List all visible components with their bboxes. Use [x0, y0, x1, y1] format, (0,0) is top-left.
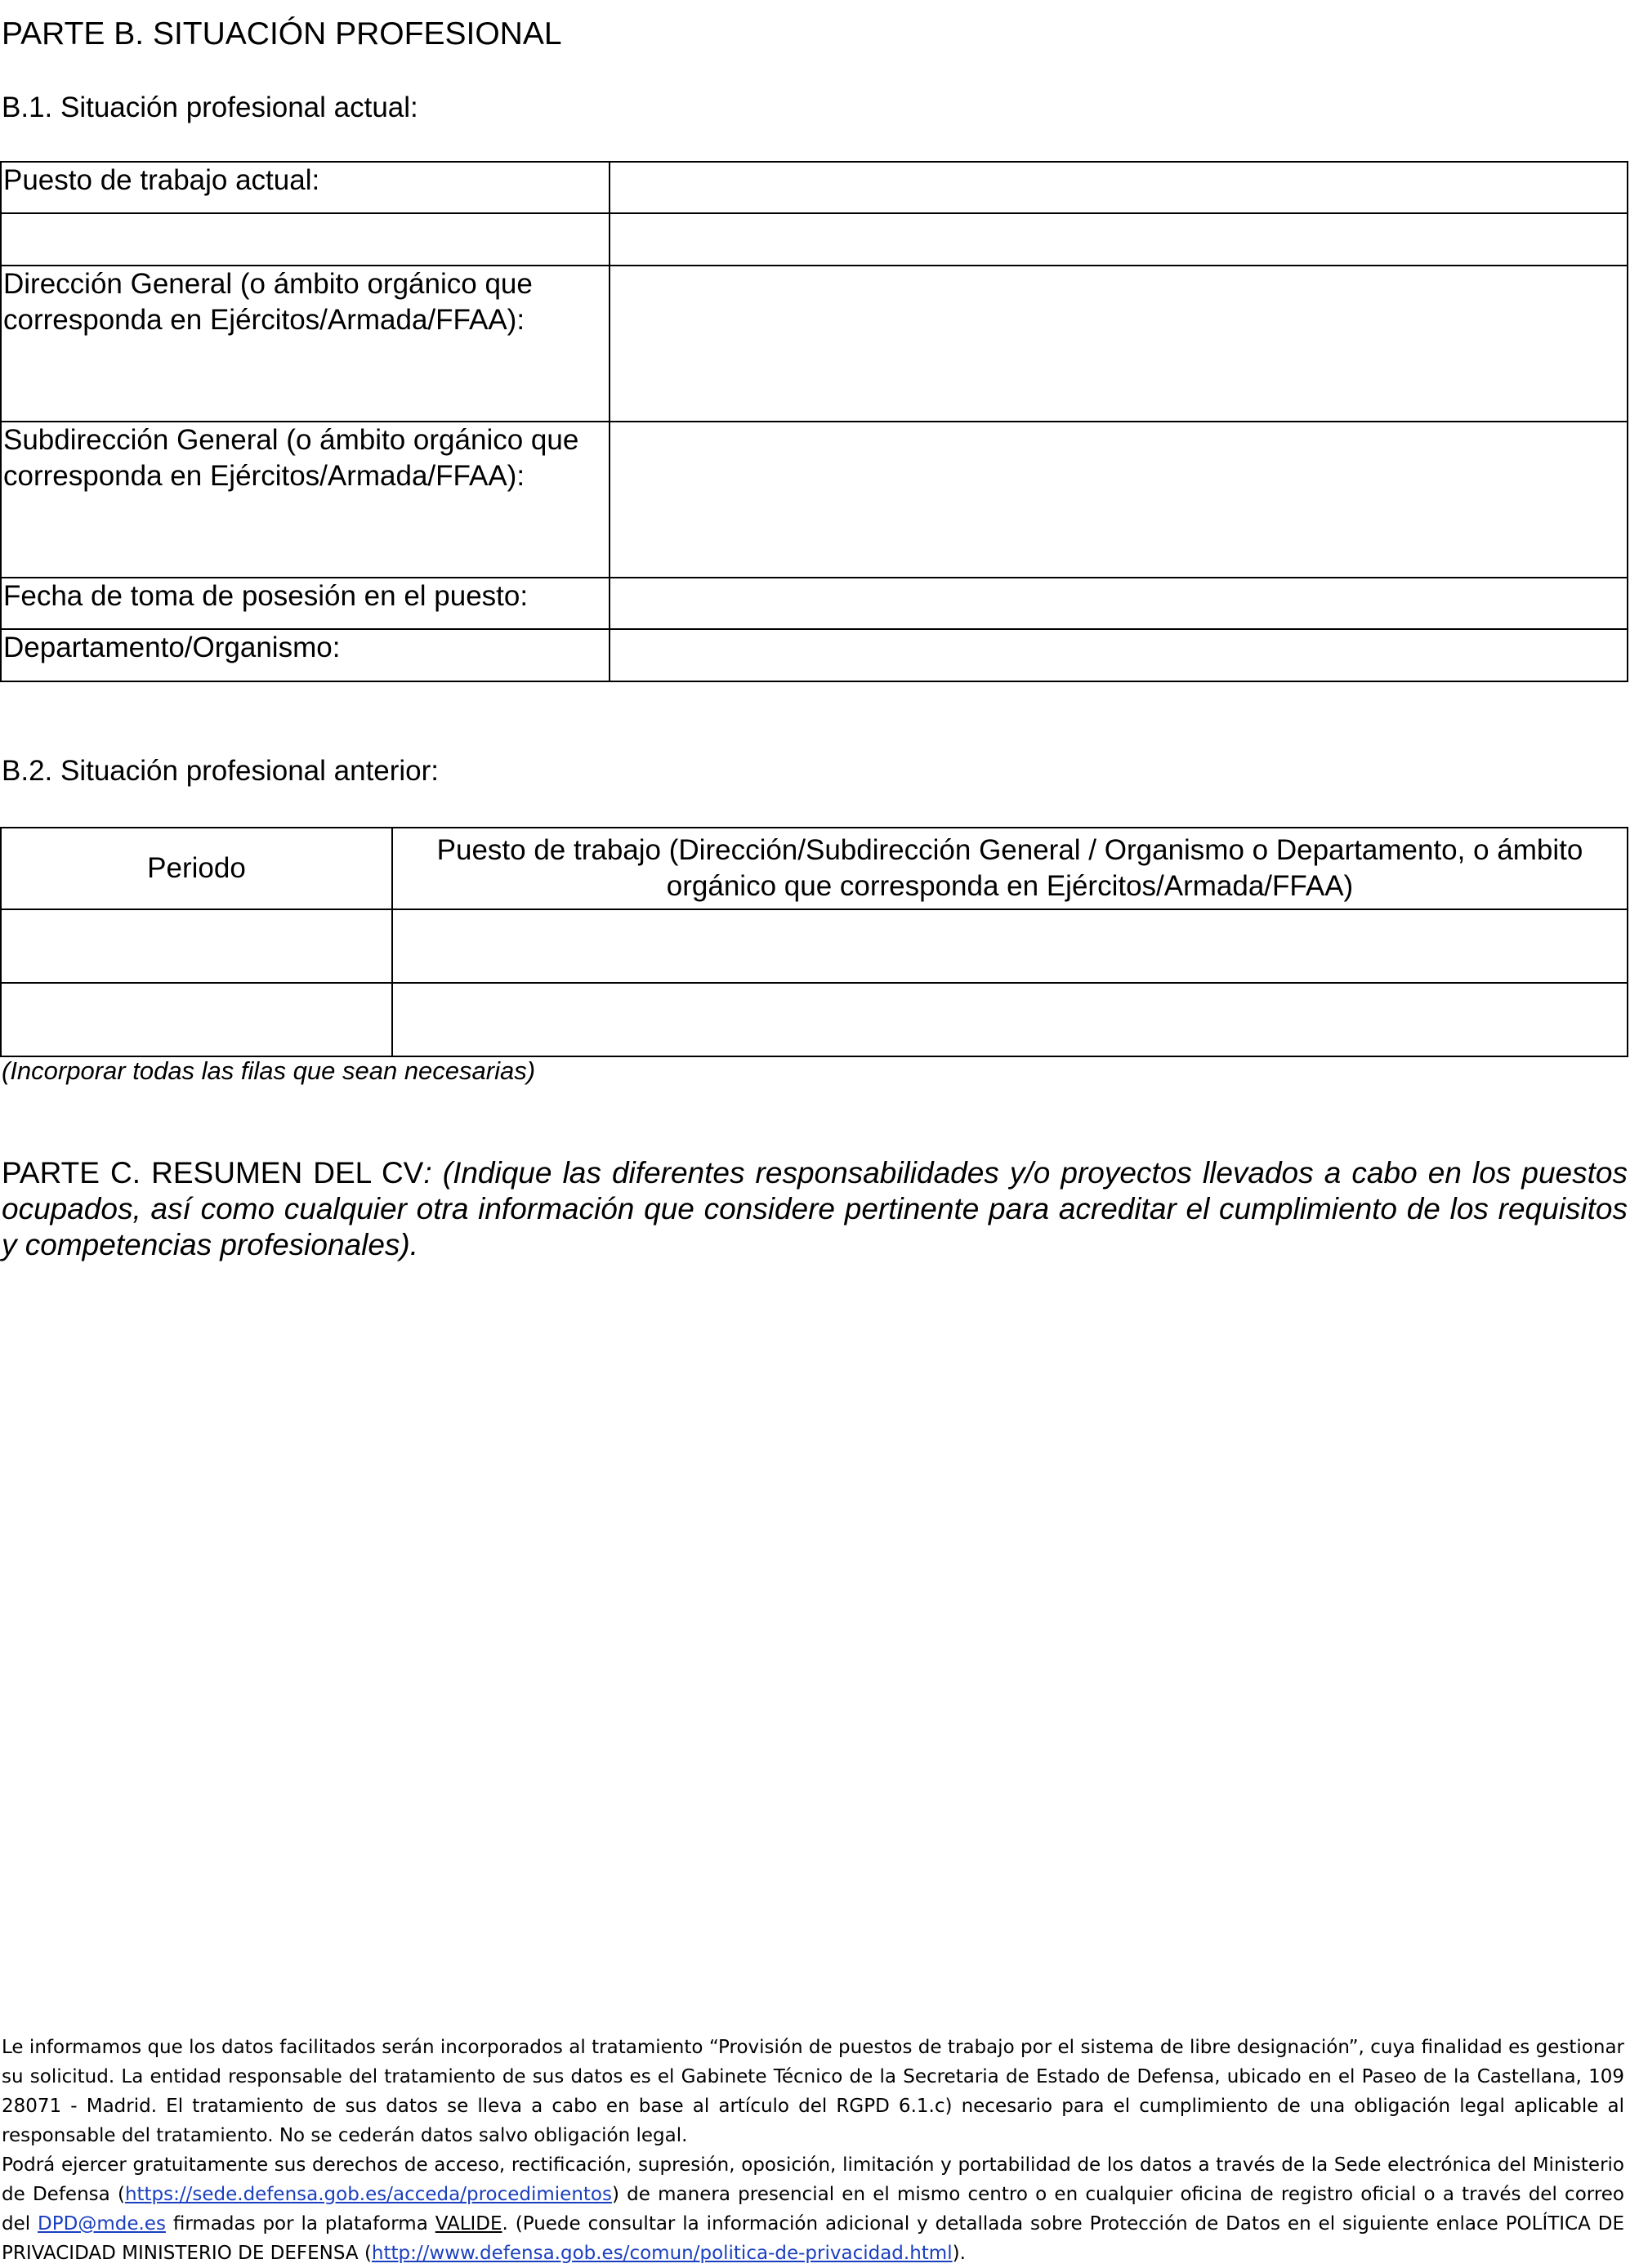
department-field[interactable]	[610, 629, 1628, 681]
b2-heading: B.2. Situación profesional anterior:	[2, 755, 440, 787]
table-row	[1, 422, 1628, 578]
b1-heading: B.1. Situación profesional actual:	[2, 92, 418, 123]
privacy-paragraph: Le informamos que los datos facilitados serán incorporados al tratamiento “Provisión de puestos de trabajo por el sistema de libre designación”, cuya finalidad es gestionar su solicitud. La entidad responsable del tratamiento de sus datos es el Gabinete Técnico de la Secretaria de Estado de Defensa, ubicado en el Paseo de la Castellana, 109 28071 - Madrid. El tratamiento de sus datos se lleva a cabo en base al artículo del RGPD 6.1.c) necesario para el cumplimiento de una obligación legal aplicable al responsable del tratamiento. No se cederán datos salvo obligación legal.	[2, 2037, 1624, 2146]
table-row	[1, 629, 1628, 681]
table-row	[1, 266, 1628, 422]
table-row	[1, 213, 1628, 266]
table-row	[1, 983, 1628, 1056]
period-field[interactable]	[1, 983, 392, 1056]
privacy-footer	[2, 2033, 1624, 2268]
department-label: Departamento/Organismo:	[1, 629, 610, 681]
period-header: Periodo	[1, 828, 392, 909]
previous-position-table	[0, 827, 1628, 1057]
general-directorate-label: Dirección General (o ámbito orgánico que corresponda en Ejércitos/Armada/FFAA):	[1, 266, 610, 422]
part-c-instructions: : (Indique las diferentes responsabilidades y/o proyectos llevados a cabo en los puestos ocupados, así como cualquier otra información que considere pertinente para acreditar el cumplimiento de los requisitos y competencias profesionales).	[2, 1156, 1628, 1261]
current-position-table	[0, 161, 1628, 682]
blank-field[interactable]	[610, 213, 1628, 266]
start-date-field[interactable]	[610, 578, 1628, 629]
blank-label	[1, 213, 610, 266]
part-b-title: PARTE B. SITUACIÓN PROFESIONAL	[2, 16, 562, 51]
valide-text: VALIDE	[435, 2213, 502, 2235]
sede-link[interactable]: https://sede.defensa.gob.es/acceda/procedimientos	[124, 2184, 612, 2205]
current-position-field[interactable]	[610, 162, 1628, 213]
part-c-title: PARTE C. RESUMEN DEL CV	[2, 1156, 424, 1190]
position-field[interactable]	[392, 983, 1628, 1056]
rights-paragraph: Podrá ejercer gratuitamente sus derechos de acceso, rectificación, supresión, oposición, limitación y portabilidad de los datos a través de la Sede electrónica del Ministerio de Defensa (https://sede.defensa.gob.es/acceda/procedimientos) de manera presencial en el mismo centro o en cualquier oficina de registro oficial o a través del correo del DPD@mde.es firmadas por la plataforma VALIDE. (Puede consultar la información adicional y detallada sobre Protección de Datos en el siguiente enlace POLÍTICA DE PRIVACIDAD MINISTERIO DE DEFENSA (http://www.defensa.gob.es/comun/politica-de-privacidad.html).	[2, 2154, 1625, 2264]
privacy-policy-link[interactable]: http://www.defensa.gob.es/comun/politica-de-privacidad.html	[371, 2243, 953, 2264]
dpd-email-link[interactable]: DPD@mde.es	[38, 2213, 166, 2235]
table-row	[1, 162, 1628, 213]
part-c-section	[2, 1155, 1628, 1263]
subdirectorate-label: Subdirección General (o ámbito orgánico que corresponda en Ejércitos/Armada/FFAA):	[1, 422, 610, 578]
position-field[interactable]	[392, 909, 1628, 983]
current-position-label: Puesto de trabajo actual:	[1, 162, 610, 213]
add-rows-note: (Incorporar todas las filas que sean necesarias)	[2, 1056, 536, 1085]
table-header-row	[1, 828, 1628, 909]
period-field[interactable]	[1, 909, 392, 983]
table-row	[1, 909, 1628, 983]
position-header: Puesto de trabajo (Dirección/Subdirección General / Organismo o Departamento, o ámbito orgánico que corresponda en Ejércitos/Armada/FFAA)	[392, 828, 1628, 909]
general-directorate-field[interactable]	[610, 266, 1628, 422]
table-row	[1, 578, 1628, 629]
start-date-label: Fecha de toma de posesión en el puesto:	[1, 578, 610, 629]
subdirectorate-field[interactable]	[610, 422, 1628, 578]
